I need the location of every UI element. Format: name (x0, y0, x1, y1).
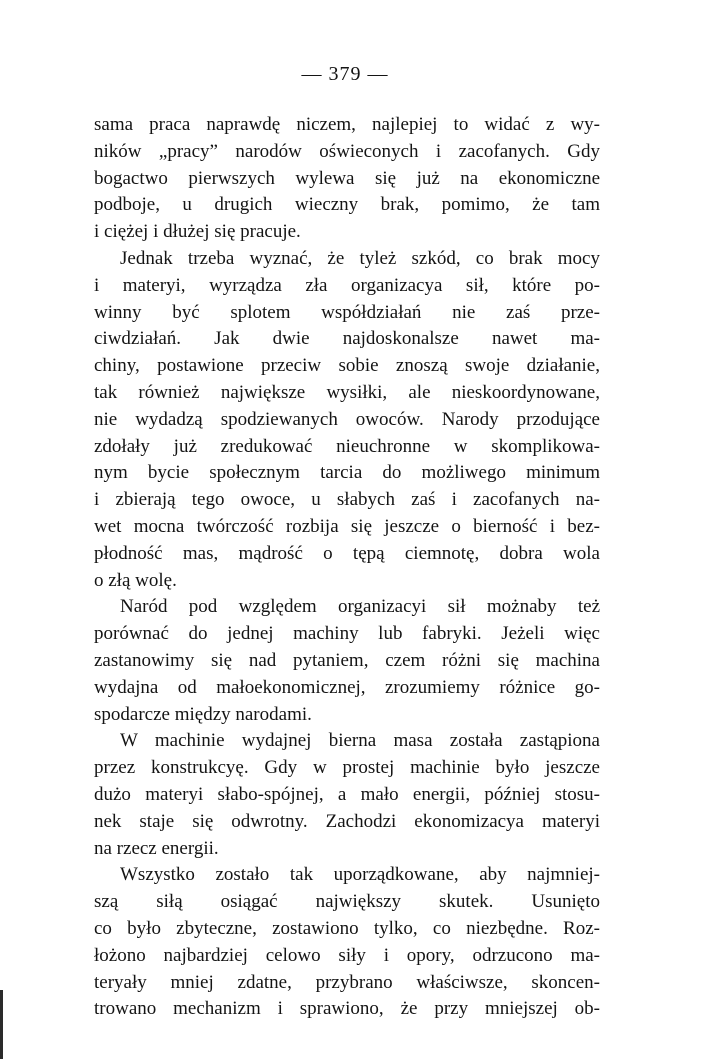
text-line: spodarcze między narodami. (94, 703, 312, 725)
page-edge-mark (0, 990, 3, 1059)
text-line: nym bycie społecznym tarcia do możliwego minimum (94, 462, 600, 484)
text-line: wydajna od małoekonomicznej, zrozumiemy różnice go- (94, 676, 600, 698)
page-number: — 379 — (301, 63, 389, 85)
text-line: teryały mniej zdatne, przybrano właściwsze, skoncen- (94, 971, 600, 993)
text-line: co było zbyteczne, zostawiono tylko, co niezbędne. Roz- (94, 917, 600, 939)
text-line: trowano mechanizm i sprawiono, że przy mniejszej ob- (94, 998, 600, 1020)
text-line: podboje, u drugich wieczny brak, pomimo, że tam (94, 194, 600, 216)
text-line: chiny, postawione przeciw sobie znoszą swoje działanie, (94, 355, 600, 377)
text-line: o złą wolę. (94, 569, 177, 591)
text-line: przez konstrukcyę. Gdy w prostej machinie było jeszcze (94, 757, 600, 779)
text-line: W machinie wydajnej bierna masa została zastąpiona (120, 730, 600, 752)
text-line: i zbierają tego owoce, u słabych zaś i zacofanych na- (94, 489, 600, 511)
body-text (94, 112, 600, 1023)
text-line: dużo materyi słabo-spójnej, a mało energii, później stosu- (94, 783, 600, 805)
text-line: zastanowimy się nad pytaniem, czem różni się machina (94, 649, 600, 671)
text-line: sama praca naprawdę niczem, najlepiej to widać z wy- (94, 114, 600, 135)
text-line: wet mocna twórczość rozbija się jeszcze o bierność i bez- (94, 515, 600, 537)
text-line: łożono najbardziej celowo siły i opory, odrzucono ma- (94, 944, 600, 966)
text-line: nie wydadzą spodziewanych owoców. Narody przodujące (94, 408, 600, 430)
text-line: i ciężej i dłużej się pracuje. (94, 221, 301, 243)
text-line: tak również największe wysiłki, ale nieskoordynowane, (94, 381, 600, 403)
text-line: zdołały już zredukować nieuchronne w skomplikowa- (94, 435, 600, 457)
text-line: ciwdziałań. Jak dwie najdoskonalsze nawet ma- (94, 328, 600, 350)
text-line: Naród pod względem organizacyi sił możnaby też (120, 596, 600, 618)
text-line: bogactwo pierwszych wylewa się już na ekonomiczne (94, 167, 600, 189)
text-line: płodność mas, mądrość o tępą ciemnotę, dobra wola (94, 542, 600, 564)
text-line: nek staje się odwrotny. Zachodzi ekonomizacya materyi (94, 810, 600, 832)
text-line: winny być splotem współdziałań nie zaś prze- (94, 301, 600, 323)
text-line: ników „pracy” narodów oświeconych i zacofanych. Gdy (94, 140, 600, 162)
text-line: szą siłą osiągać największy skutek. Usunięto (94, 891, 600, 913)
text-line: Wszystko zostało tak uporządkowane, aby najmniej- (120, 864, 600, 886)
text-line: Jednak trzeba wyznać, że tyleż szkód, co brak mocy (120, 247, 600, 269)
text-line: na rzecz energii. (94, 837, 219, 859)
text-line: porównać do jednej machiny lub fabryki. Jeżeli więc (94, 623, 600, 645)
text-line: i materyi, wyrządza zła organizacya sił, które po- (94, 274, 600, 296)
